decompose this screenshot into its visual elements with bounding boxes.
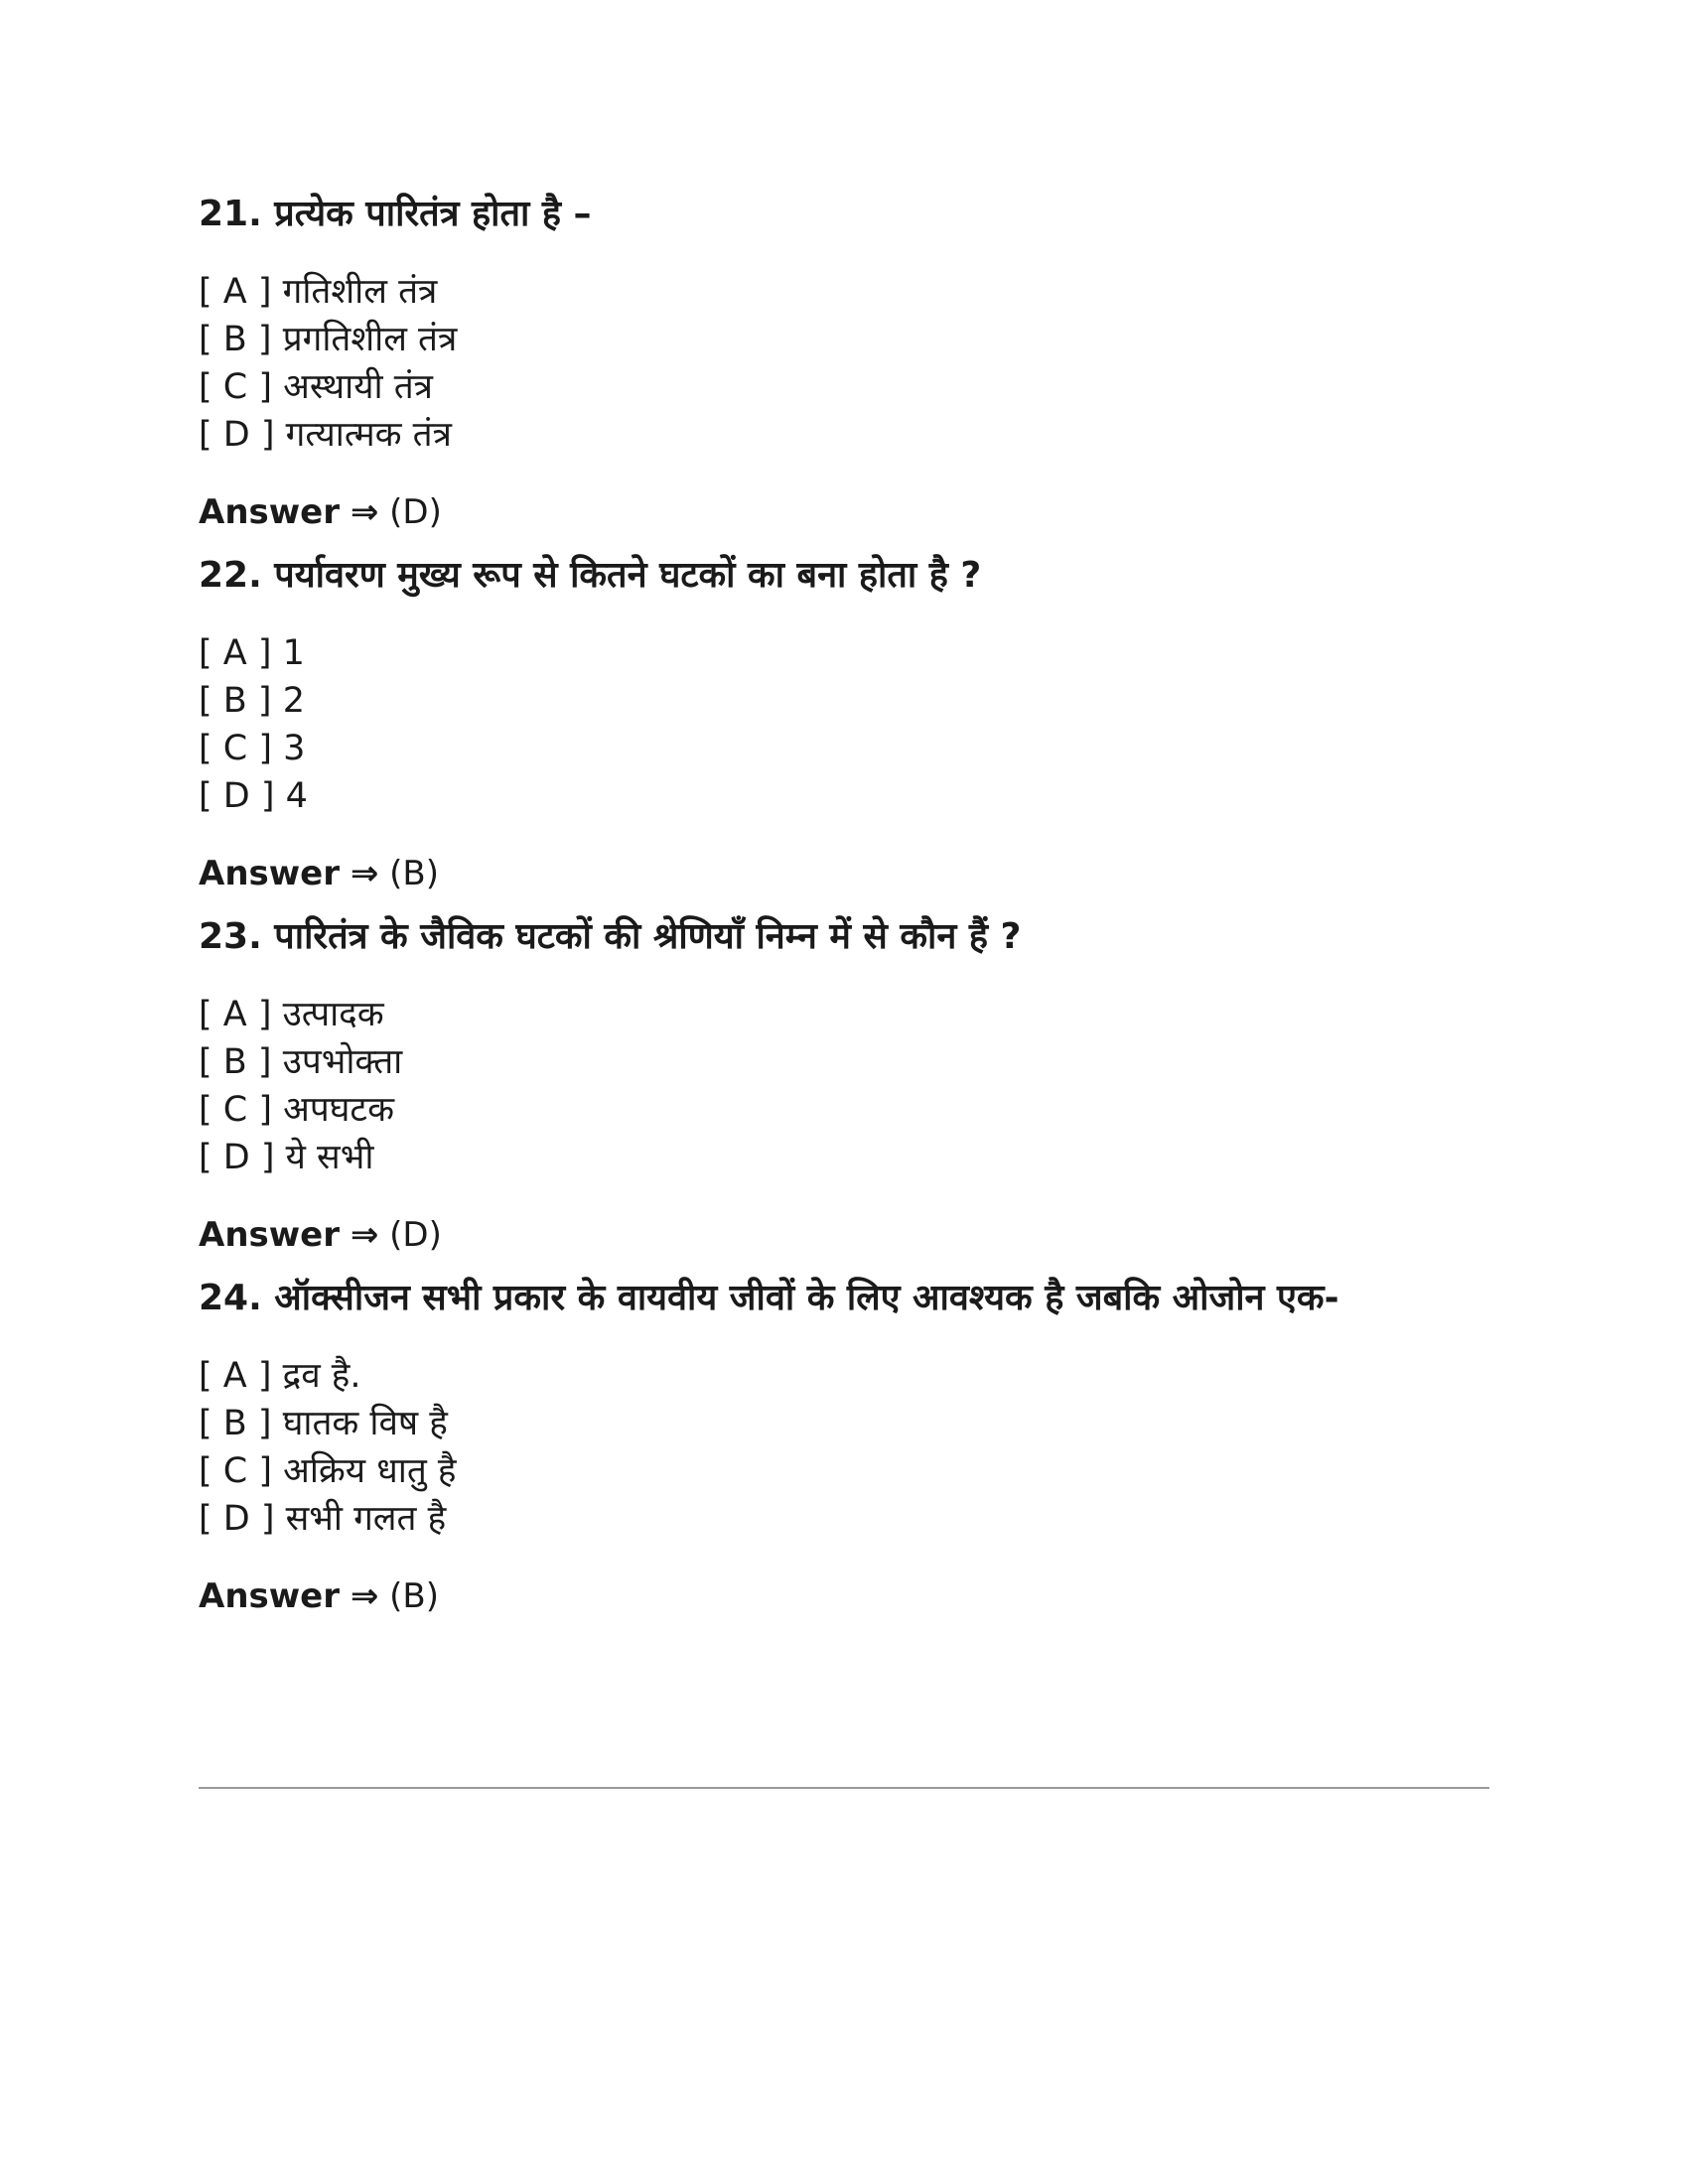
- arrow-icon: ⇒: [350, 854, 379, 893]
- option-a: [ A ] द्रव है.: [199, 1356, 361, 1396]
- option-c: [ C ] अस्थायी तंत्र: [199, 367, 433, 407]
- answer-line: [199, 1209, 1489, 1261]
- answer-line: [199, 486, 1489, 538]
- option-a: [ A ] उत्पादक: [199, 995, 384, 1034]
- answer-line: [199, 848, 1489, 899]
- question-title: 22. पर्यावरण मुख्य रूप से कितने घटकों का बना होता है ?: [199, 555, 982, 596]
- option-list: [199, 629, 1489, 820]
- option-c: [ C ] 3: [199, 729, 306, 768]
- answer-label: Answer: [199, 1576, 340, 1616]
- answer-label: Answer: [199, 492, 340, 532]
- option-list: [199, 1352, 1489, 1543]
- question-title: 24. ऑक्सीजन सभी प्रकार के वायवीय जीवों के लिए आवश्यक है जबकि ओजोन एक-: [199, 1278, 1339, 1318]
- option-b: [ B ] 2: [199, 681, 305, 721]
- question-title: 23. पारितंत्र के जैविक घटकों की श्रेणियाँ निम्न में से कौन हैं ?: [199, 916, 1022, 957]
- option-d: [ D ] सभी गलत है: [199, 1499, 447, 1539]
- option-list: [199, 991, 1489, 1181]
- option-c: [ C ] अपघटक: [199, 1090, 394, 1130]
- option-a: [ A ] 1: [199, 633, 305, 673]
- arrow-icon: ⇒: [350, 1215, 379, 1255]
- answer-value: (B): [389, 854, 439, 893]
- answer-value: (B): [389, 1576, 439, 1616]
- option-list: [199, 268, 1489, 459]
- horizontal-divider: [199, 1787, 1489, 1789]
- option-b: [ B ] घातक विष है: [199, 1404, 448, 1443]
- option-d: [ D ] ये सभी: [199, 1138, 374, 1177]
- arrow-icon: ⇒: [350, 1576, 379, 1616]
- question-title: 21. प्रत्येक पारितंत्र होता है –: [199, 194, 592, 234]
- question-22: [199, 550, 1489, 899]
- option-b: [ B ] उपभोक्ता: [199, 1042, 403, 1082]
- answer-label: Answer: [199, 1215, 340, 1255]
- option-d: [ D ] गत्यात्मक तंत्र: [199, 415, 452, 455]
- answer-value: (D): [389, 1215, 442, 1255]
- question-24: [199, 1273, 1489, 1622]
- option-a: [ A ] गतिशील तंत्र: [199, 272, 438, 312]
- option-b: [ B ] प्रगतिशील तंत्र: [199, 320, 458, 359]
- document-body: [199, 189, 1489, 1634]
- answer-line: [199, 1570, 1489, 1622]
- option-d: [ D ] 4: [199, 776, 308, 816]
- question-21: [199, 189, 1489, 538]
- question-23: [199, 911, 1489, 1261]
- option-c: [ C ] अक्रिय धातु है: [199, 1451, 457, 1491]
- answer-value: (D): [389, 492, 442, 532]
- arrow-icon: ⇒: [350, 492, 379, 532]
- answer-label: Answer: [199, 854, 340, 893]
